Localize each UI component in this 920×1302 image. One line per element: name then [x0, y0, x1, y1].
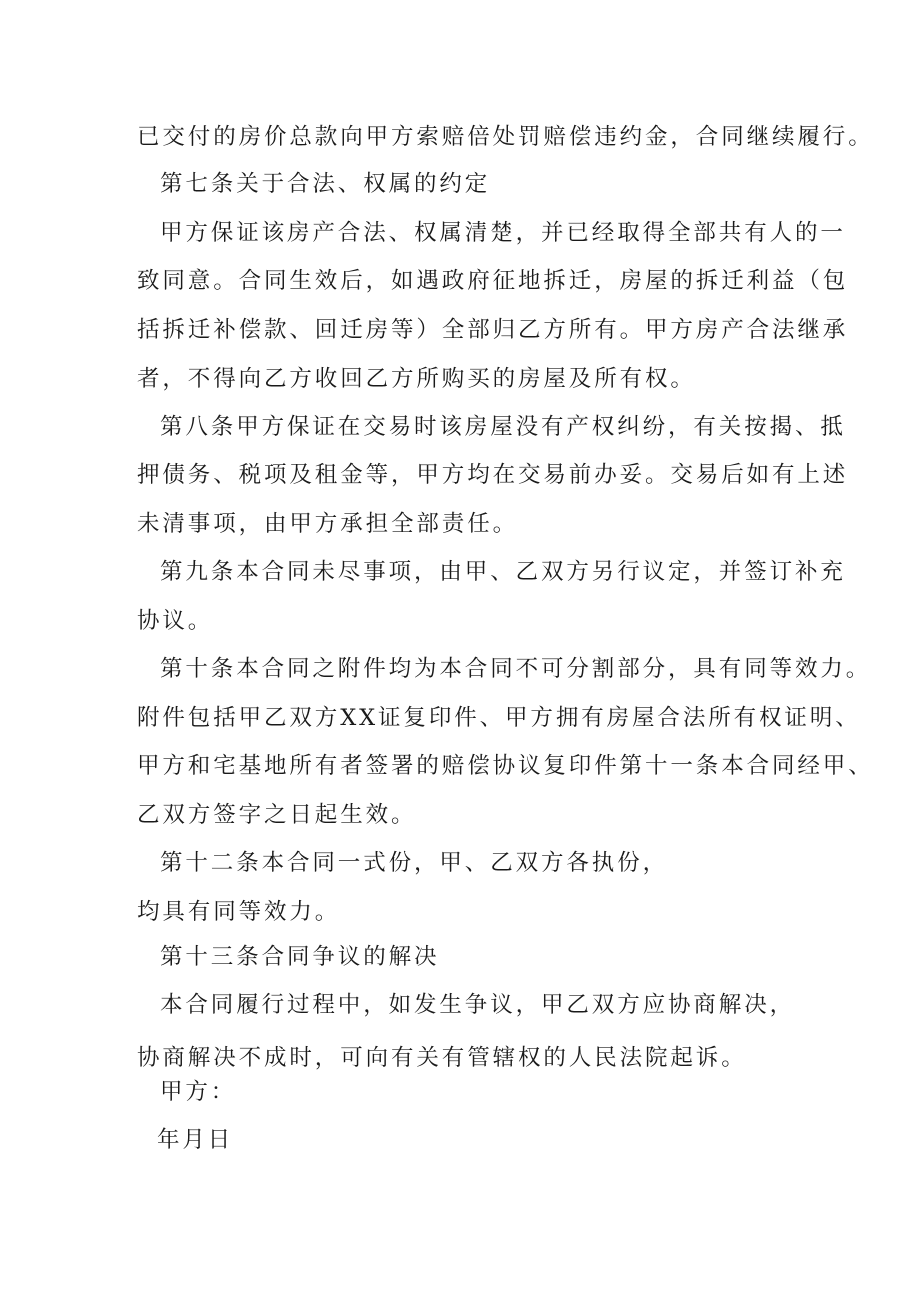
paragraph-line: 均具有同等效力。 [137, 899, 341, 925]
party-a-signature-label: 甲方： [160, 1079, 237, 1105]
paragraph-line: 未清事项，由甲方承担全部责任。 [137, 511, 519, 537]
paragraph-line: 括拆迁补偿款、回迁房等）全部归乙方所有。甲方房产合法继承 [137, 317, 849, 343]
paragraph-line: 第九条本合同未尽事项，由甲、乙双方另行议定，并签订补充 [160, 559, 846, 585]
paragraph-line: 第十二条本合同一式份，甲、乙双方各执份， [160, 850, 669, 876]
paragraph-line: 押债务、税项及租金等，甲方均在交易前办妥。交易后如有上述 [137, 462, 849, 488]
paragraph-line: 者，不得向乙方收回乙方所购买的房屋及所有权。 [137, 366, 696, 392]
paragraph-line: 协议。 [137, 608, 214, 634]
paragraph-line: 附件包括甲乙双方XX证复印件、甲方拥有房屋合法所有权证明、 [137, 705, 861, 731]
paragraph-line: 甲方保证该房产合法、权属清楚，并已经取得全部共有人的一 [160, 220, 846, 246]
article-heading: 第十三条合同争议的解决 [160, 944, 440, 970]
paragraph-line: 已交付的房价总款向甲方索赔倍处罚赔偿违约金，合同继续履行。 [137, 124, 874, 150]
paragraph-line: 甲方和宅基地所有者签署的赔偿协议复印件第十一条本合同经甲、 [137, 753, 874, 779]
paragraph-line: 致同意。合同生效后，如遇政府征地拆迁，房屋的拆迁利益（包 [137, 268, 849, 294]
paragraph-line: 协商解决不成时，可向有关有管辖权的人民法院起诉。 [137, 1045, 747, 1071]
article-heading: 第七条关于合法、权属的约定 [160, 171, 491, 197]
paragraph-line: 乙双方签字之日起生效。 [137, 802, 417, 828]
paragraph-line: 第十条本合同之附件均为本合同不可分割部分，具有同等效力。 [160, 656, 872, 682]
paragraph-line: 第八条甲方保证在交易时该房屋没有产权纠纷，有关按揭、抵 [160, 414, 846, 440]
date-line: 年月日 [157, 1127, 234, 1153]
paragraph-line: 本合同履行过程中，如发生争议，甲乙双方应协商解决， [160, 992, 796, 1018]
